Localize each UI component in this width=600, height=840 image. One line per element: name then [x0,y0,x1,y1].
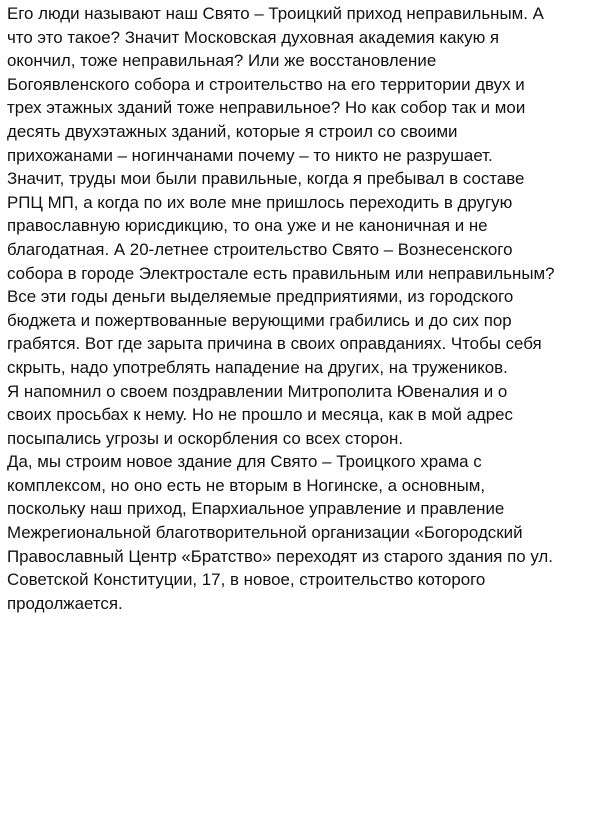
text-line: прихожанами – ногинчанами почему – то никто не разрушает. [7,145,493,165]
text-line: Богоявленского собора и строительство на его территории двух и [7,74,525,94]
document-body-text [7,2,597,615]
text-line: окончил, тоже неправильная? Или же восстановление [7,51,437,71]
text-line: поскольку наш приход, Епархиальное управление и правление [7,499,505,519]
text-line: десять двухэтажных зданий, которые я строил со своими [7,121,458,141]
text-line: продолжается. [7,593,123,613]
text-line: Его люди называют наш Свято – Троицкий приход неправильным. А [7,4,544,23]
text-line: Межрегиональной благотворительной организации «Богородский [7,523,523,543]
text-line: благодатная. А 20-летнее строительство Свято – Вознесенского [7,239,513,259]
text-line: грабятся. Вот где зарыта причина в своих оправданиях. Чтобы себя [7,334,542,354]
text-line: что это такое? Значит Московская духовная академия какую я [7,27,500,47]
text-line: скрыть, надо употреблять нападение на других, на тружеников. [7,357,508,377]
text-line: РПЦ МП, а когда по их воле мне пришлось переходить в другую [7,192,513,212]
text-line: посыпались угрозы и оскорбления со всех сторон. [7,428,404,448]
text-line: Все эти годы деньги выделяемые предприятиями, из городского [7,287,514,307]
text-line: трех этажных зданий тоже неправильное? Но как собор так и мои [7,98,526,118]
text-line: своих просьбах к нему. Но не прошло и месяца, как в мой адрес [7,405,513,425]
text-line: Да, мы строим новое здание для Свято – Троицкого храма с [7,452,482,472]
text-line: православную юрисдикцию, то она уже и не каноничная и не [7,216,488,236]
text-line: собора в городе Электростале есть правильным или неправильным? [7,263,555,283]
text-line: Значит, труды мои были правильные, когда я пребывал в составе [7,169,525,189]
text-line: бюджета и пожертвованные верующими грабились и до сих пор [7,310,512,330]
text-line: Я напомнил о своем поздравлении Митрополита Ювеналия и о [7,381,508,401]
text-line: Православный Центр «Братство» переходят из старого здания по ул. [7,546,553,566]
text-line: комплексом, но оно есть не вторым в Ногинске, а основным, [7,475,486,495]
text-line: Советской Конституции, 17, в новое, строительство которого [7,570,486,590]
